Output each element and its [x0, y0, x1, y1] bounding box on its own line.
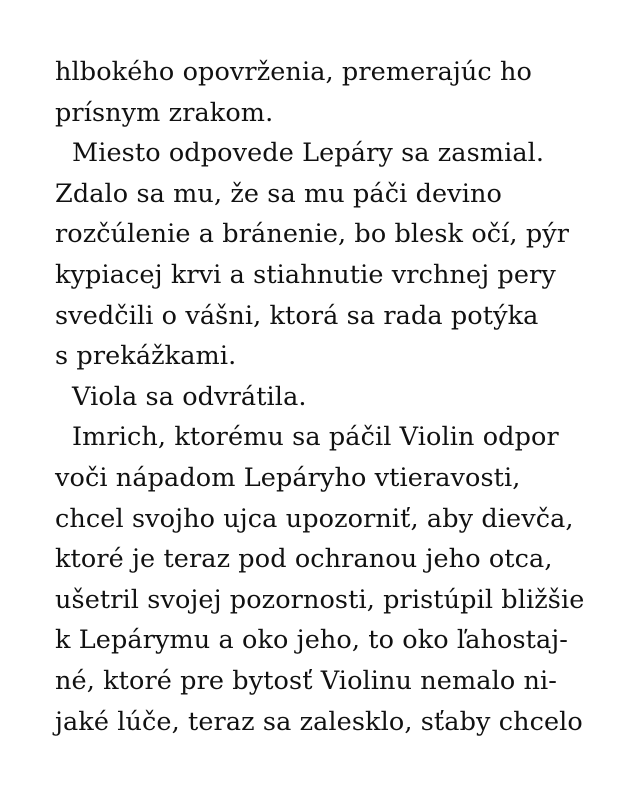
text-line: jaké lúče, teraz sa zalesklo, sťaby chcelo	[55, 706, 583, 737]
text-line: chcel svojho ujca upozorniť, aby dievča,	[55, 503, 574, 534]
text-line: svedčili o vášni, ktorá sa rada potýka	[55, 300, 539, 331]
text-line: prísnym zrakom.	[55, 97, 274, 128]
text-line: ušetril svojej pozornosti, pristúpil bližšie	[55, 584, 585, 615]
body-text	[55, 52, 615, 742]
text-line: hlbokého opovrženia, premerajúc ho	[55, 57, 532, 87]
text-line: k Lepárymu a oko jeho, to oko ľahostaj-	[55, 625, 569, 656]
text-line: voči nápadom Lepáryho vtieravosti,	[55, 462, 521, 493]
text-line: Zdalo sa mu, že sa mu páči devino	[55, 178, 502, 209]
paragraph-first-line: Miesto odpovede Lepáry sa zasmial.	[72, 138, 545, 169]
paragraph-first-line: Viola sa odvrátila.	[72, 381, 307, 412]
text-line: s prekážkami.	[55, 341, 237, 372]
text-line: rozčúlenie a bránenie, bo blesk očí, pýr	[55, 219, 570, 250]
text-line: né, ktoré pre bytosť Violinu nemalo ni-	[55, 665, 557, 696]
text-line: ktoré je teraz pod ochranou jeho otca,	[55, 544, 553, 575]
paragraph-first-line: Imrich, ktorému sa páčil Violin odpor	[72, 422, 559, 453]
text-line: kypiacej krvi a stiahnutie vrchnej pery	[55, 259, 556, 290]
